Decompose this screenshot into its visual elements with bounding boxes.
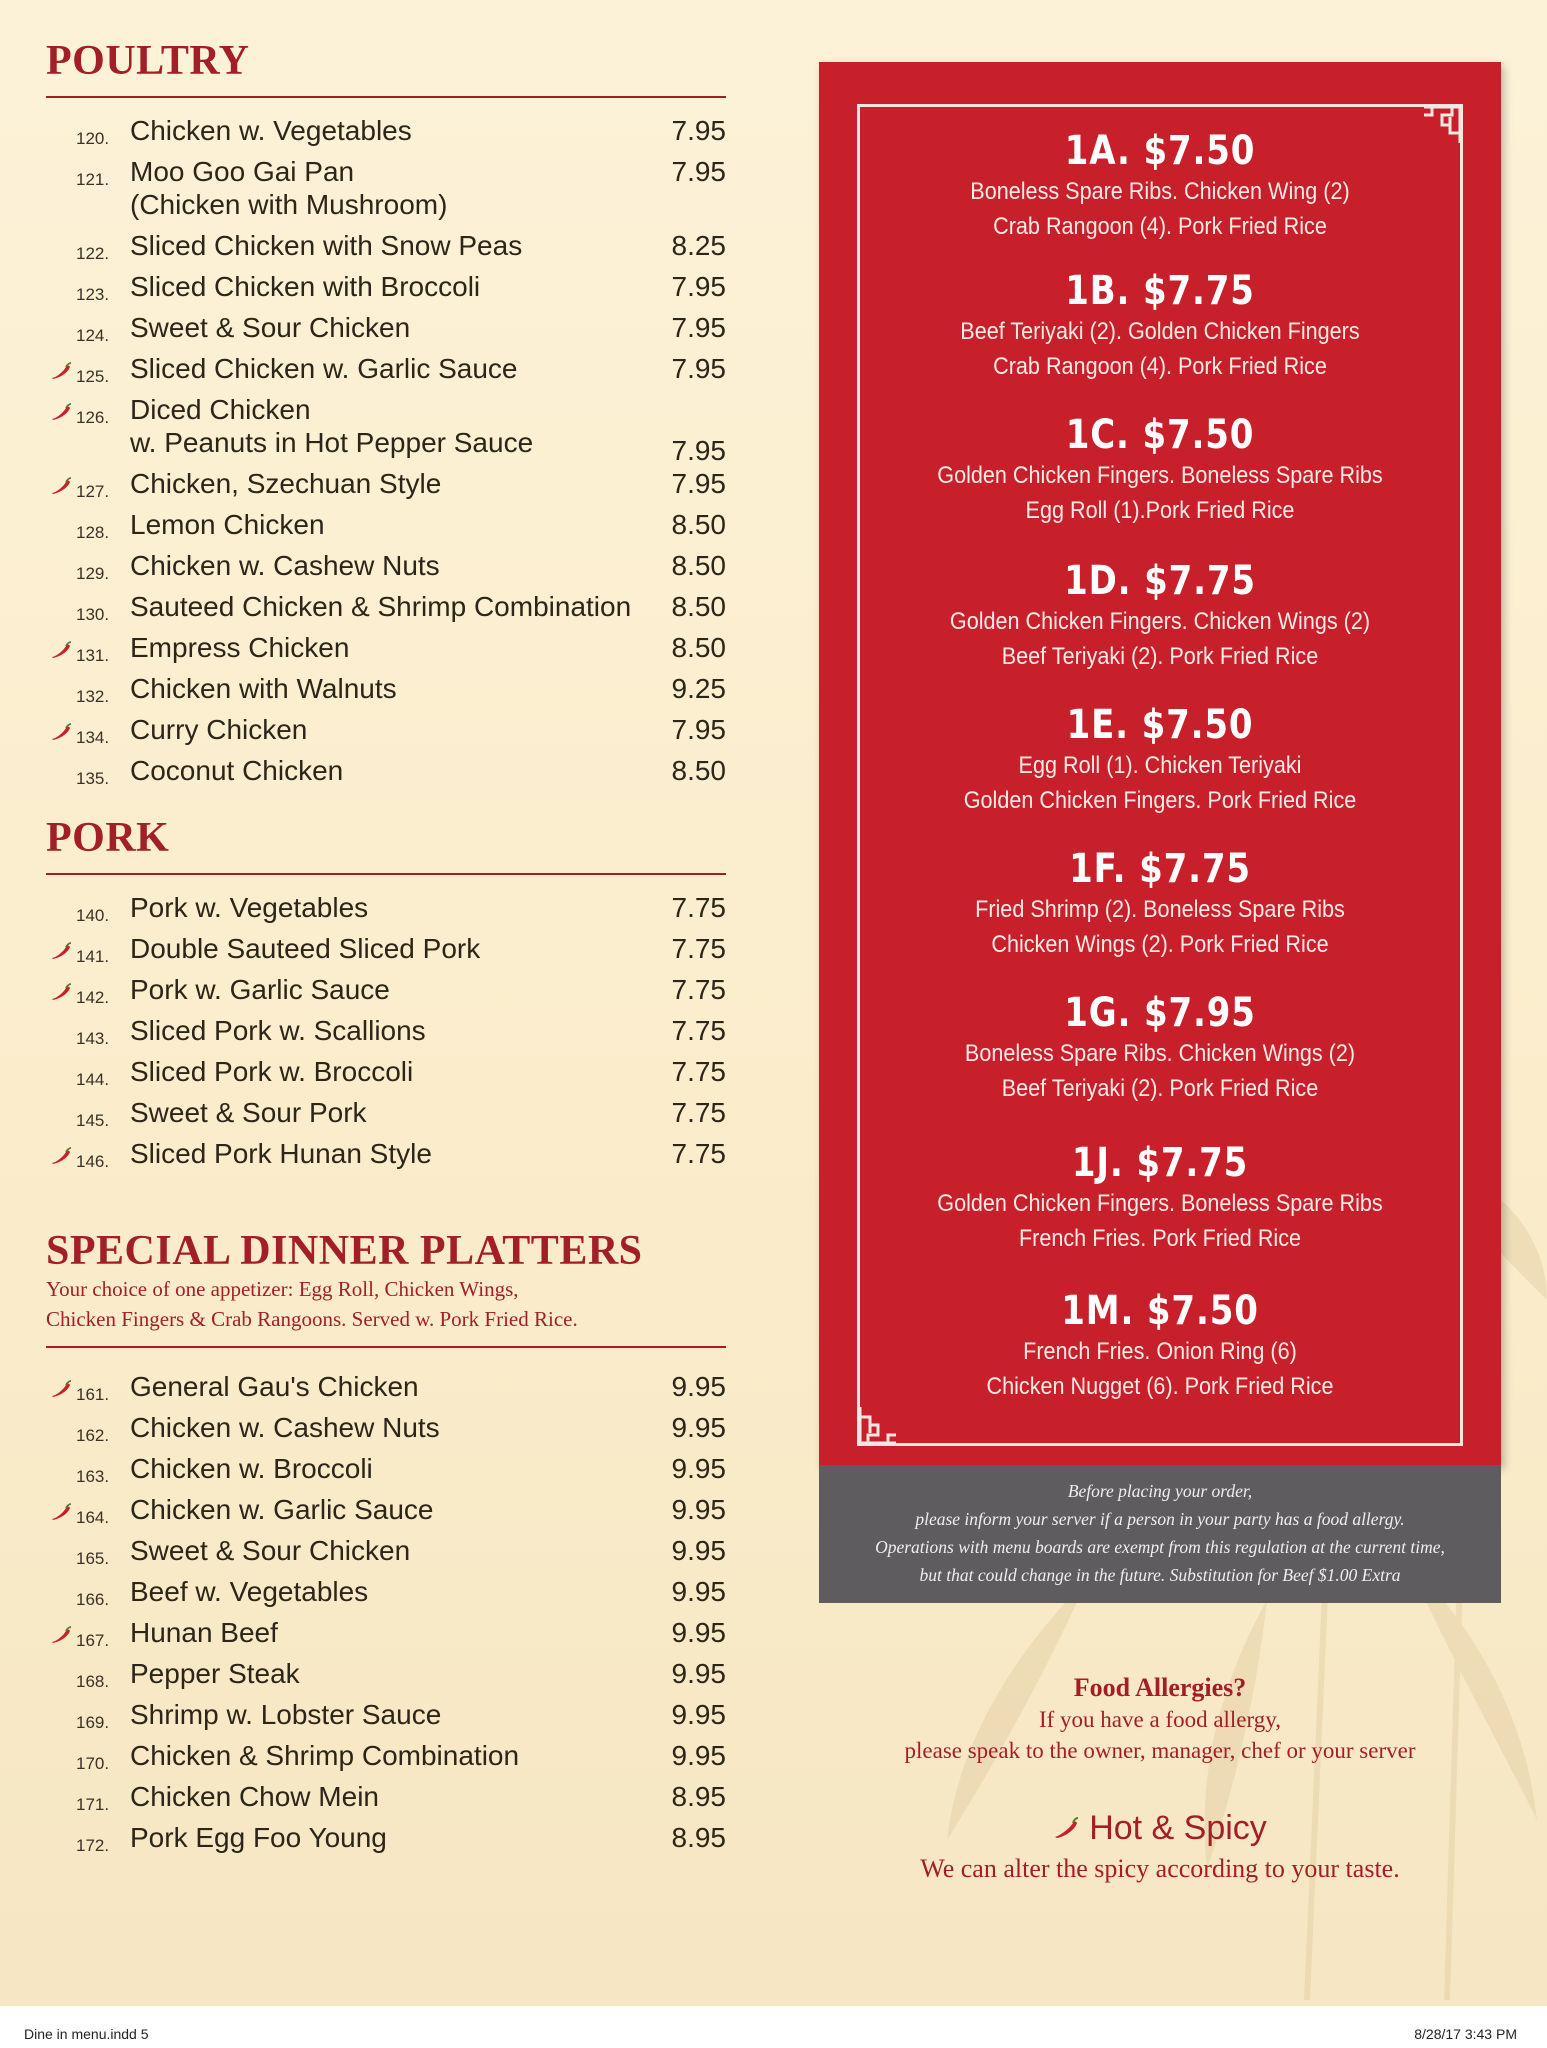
item-name — [130, 1739, 656, 1772]
item-name-line: Hunan Beef — [130, 1617, 278, 1648]
menu-item — [46, 891, 726, 932]
chili-pepper-icon — [50, 723, 72, 741]
menu-item — [46, 631, 726, 672]
menu-item — [46, 1698, 726, 1739]
item-name — [130, 467, 656, 500]
item-name-line: w. Peanuts in Hot Pepper Sauce — [130, 427, 534, 458]
chili-pepper-icon — [50, 403, 72, 421]
item-name — [130, 672, 656, 705]
hot-spicy-block — [819, 1808, 1501, 1888]
item-name — [130, 1370, 656, 1403]
item-price: 7.95 — [671, 156, 726, 187]
section-divider — [46, 873, 726, 875]
combo-line: French Fries. Pork Fried Rice — [1018, 1225, 1302, 1252]
item-name — [130, 549, 656, 582]
item-name — [130, 891, 656, 924]
item-name — [130, 352, 656, 385]
item-name — [130, 973, 656, 1006]
item-name-line: Chicken Chow Mein — [130, 1781, 379, 1812]
item-price: 7.75 — [671, 1056, 726, 1087]
combo-line: Golden Chicken Fingers. Boneless Spare Ribs — [937, 1190, 1383, 1217]
menu-item — [46, 590, 726, 631]
item-name — [130, 155, 656, 221]
fret-corner-icon — [856, 1403, 900, 1447]
item-price: 8.50 — [671, 591, 726, 622]
item-name-line: Chicken w. Vegetables — [130, 115, 412, 146]
combo-line: Fried Shrimp (2). Boneless Spare Ribs — [975, 896, 1345, 923]
item-name-line: Sliced Pork w. Broccoli — [130, 1056, 414, 1087]
menu-item — [46, 393, 726, 467]
combo-line: Beef Teriyaki (2). Golden Chicken Fingers — [960, 318, 1360, 345]
item-name-line: Chicken & Shrimp Combination — [130, 1740, 520, 1771]
combo-line: Chicken Wings (2). Pork Fried Rice — [991, 931, 1329, 958]
chili-pepper-icon — [50, 1626, 72, 1644]
item-price: 8.50 — [671, 509, 726, 540]
combo-line: Boneless Spare Ribs. Chicken Wing (2) — [970, 178, 1350, 205]
combo-line: Beef Teriyaki (2). Pork Fried Rice — [1001, 643, 1319, 670]
item-name — [130, 932, 656, 965]
combo-title: 1F. $7.75 — [1069, 846, 1251, 892]
section-title-pork: PORK — [46, 815, 170, 861]
item-number: 121. — [76, 170, 110, 189]
item-name-line: Beef w. Vegetables — [130, 1576, 369, 1607]
item-name — [130, 508, 656, 541]
item-name — [130, 590, 656, 623]
combo-line: Beef Teriyaki (2). Pork Fried Rice — [1001, 1075, 1319, 1102]
item-price: 7.95 — [671, 271, 726, 302]
item-number: 145. — [76, 1111, 110, 1130]
item-name — [130, 1055, 656, 1088]
combo-item — [819, 702, 1501, 818]
item-price: 7.75 — [671, 1097, 726, 1128]
item-price: 8.50 — [671, 632, 726, 663]
chili-pepper-icon — [50, 1147, 72, 1165]
food-allergies-title: Food Allergies? — [1073, 1673, 1247, 1702]
menu-item — [46, 1575, 726, 1616]
menu-item — [46, 155, 726, 229]
poultry-section — [46, 40, 726, 795]
item-number: 165. — [76, 1549, 110, 1568]
combo-title: 1D. $7.75 — [1064, 558, 1256, 604]
notice-line: but that could change in the future. Substitution for Beef $1.00 Extra — [919, 1565, 1401, 1585]
combo-title: 1G. $7.95 — [1064, 990, 1256, 1036]
item-name-line: Sliced Pork Hunan Style — [130, 1138, 432, 1169]
platters-note-line: Chicken Fingers & Crab Rangoons. Served w. Pork Fried Rice. — [46, 1307, 578, 1331]
item-number: 163. — [76, 1467, 110, 1486]
menu-item — [46, 1452, 726, 1493]
chili-pepper-icon — [50, 1503, 72, 1521]
item-number: 120. — [76, 129, 110, 148]
combo-item — [819, 1288, 1501, 1404]
item-name — [130, 311, 656, 344]
combo-line: Golden Chicken Fingers. Chicken Wings (2) — [949, 608, 1371, 635]
combo-item — [819, 990, 1501, 1106]
item-number: 169. — [76, 1713, 110, 1732]
menu-item — [46, 1657, 726, 1698]
item-name — [130, 393, 656, 459]
item-number: 122. — [76, 244, 110, 263]
item-name-line: Shrimp w. Lobster Sauce — [130, 1699, 442, 1730]
hot-spicy-label: Hot & Spicy — [1089, 1809, 1267, 1847]
item-number: 143. — [76, 1029, 110, 1048]
item-name-line: Sliced Chicken with Broccoli — [130, 271, 481, 302]
item-name — [130, 1616, 656, 1649]
menu-item — [46, 1821, 726, 1862]
item-name-line: Pork w. Garlic Sauce — [130, 974, 390, 1005]
item-number: 168. — [76, 1672, 110, 1691]
item-price: 7.95 — [671, 468, 726, 499]
item-number: 129. — [76, 564, 110, 583]
menu-item — [46, 270, 726, 311]
notice-line: please inform your server if a person in your party has a food allergy. — [915, 1509, 1405, 1529]
item-name-line: Double Sauteed Sliced Pork — [130, 933, 481, 964]
chili-pepper-icon — [50, 983, 72, 1001]
menu-item — [46, 1370, 726, 1411]
item-price: 8.25 — [671, 230, 726, 261]
chili-pepper-icon — [50, 1380, 72, 1398]
combo-item — [819, 412, 1501, 528]
menu-item — [46, 713, 726, 754]
pork-list — [46, 891, 726, 1178]
item-name — [130, 1657, 656, 1690]
combo-item — [819, 128, 1501, 244]
combo-title: 1M. $7.50 — [1061, 1288, 1259, 1334]
combo-title: 1A. $7.50 — [1064, 128, 1256, 174]
item-name-line: Chicken w. Cashew Nuts — [130, 550, 440, 581]
item-name — [130, 1493, 656, 1526]
item-number: 127. — [76, 482, 110, 501]
section-divider — [46, 96, 726, 98]
item-name-line: Sliced Chicken with Snow Peas — [130, 230, 523, 261]
notice-line: Operations with menu boards are exempt from this regulation at the current time, — [875, 1537, 1445, 1557]
combo-title: 1B. $7.75 — [1065, 268, 1255, 314]
item-name — [130, 631, 656, 664]
food-allergies-line: If you have a food allergy, — [1038, 1707, 1282, 1732]
combo-item — [819, 1140, 1501, 1256]
item-name-line: Sliced Chicken w. Garlic Sauce — [130, 353, 518, 384]
item-price: 7.95 — [671, 435, 726, 466]
menu-item — [46, 1137, 726, 1178]
item-price: 7.75 — [671, 1015, 726, 1046]
item-price: 9.95 — [671, 1453, 726, 1484]
footer-timestamp: 8/28/17 3:43 PM — [1414, 2026, 1517, 2042]
combo-item — [819, 846, 1501, 962]
item-number: 140. — [76, 906, 110, 925]
item-name-line: Chicken with Walnuts — [130, 673, 397, 704]
item-price: 9.95 — [671, 1494, 726, 1525]
item-number: 162. — [76, 1426, 110, 1445]
menu-item — [46, 1493, 726, 1534]
item-name — [130, 1137, 656, 1170]
pork-section — [46, 817, 726, 1178]
chili-pepper-icon — [50, 362, 72, 380]
chili-pepper-icon — [50, 942, 72, 960]
chili-pepper-icon — [1053, 1817, 1079, 1839]
hot-spicy-note: We can alter the spicy according to your taste. — [920, 1854, 1400, 1883]
item-name — [130, 270, 656, 303]
item-number: 166. — [76, 1590, 110, 1609]
item-price: 9.25 — [671, 673, 726, 704]
item-price: 7.75 — [671, 933, 726, 964]
left-column — [46, 40, 726, 1862]
item-name — [130, 114, 656, 147]
platters-note — [46, 1274, 726, 1334]
menu-item — [46, 932, 726, 973]
item-number: 167. — [76, 1631, 110, 1650]
item-number: 146. — [76, 1152, 110, 1171]
item-price: 9.95 — [671, 1371, 726, 1402]
combo-title: 1E. $7.50 — [1066, 702, 1254, 748]
item-name — [130, 1452, 656, 1485]
combo-line: Chicken Nugget (6). Pork Fried Rice — [986, 1373, 1334, 1400]
item-name — [130, 1575, 656, 1608]
item-name — [130, 1780, 656, 1813]
combo-item — [819, 268, 1501, 384]
item-price: 7.75 — [671, 1138, 726, 1169]
item-name-line: Chicken w. Garlic Sauce — [130, 1494, 434, 1525]
item-name-line: Sweet & Sour Chicken — [130, 1535, 411, 1566]
item-name-line: Moo Goo Gai Pan — [130, 156, 355, 187]
item-name-line: Sweet & Sour Chicken — [130, 312, 411, 343]
notice-line: Before placing your order, — [1067, 1481, 1253, 1501]
item-number: 142. — [76, 988, 110, 1007]
menu-item — [46, 973, 726, 1014]
item-price: 9.95 — [671, 1740, 726, 1771]
menu-item — [46, 1055, 726, 1096]
section-title-poultry: POULTRY — [46, 38, 250, 84]
platters-list — [46, 1370, 726, 1862]
poultry-list — [46, 114, 726, 795]
menu-item — [46, 1411, 726, 1452]
item-number: 130. — [76, 605, 110, 624]
item-name-line: Curry Chicken — [130, 714, 308, 745]
combo-title: 1J. $7.75 — [1071, 1140, 1249, 1186]
item-price: 8.50 — [671, 550, 726, 581]
platters-section — [46, 1230, 726, 1862]
combo-item — [819, 558, 1501, 674]
item-price: 7.75 — [671, 892, 726, 923]
item-name — [130, 1698, 656, 1731]
item-name-line: Pork w. Vegetables — [130, 892, 369, 923]
item-price: 9.95 — [671, 1576, 726, 1607]
menu-item — [46, 1534, 726, 1575]
item-price: 9.95 — [671, 1617, 726, 1648]
item-name-line: Diced Chicken — [130, 394, 311, 425]
combo-line: Golden Chicken Fingers. Boneless Spare Ribs — [937, 462, 1383, 489]
item-price: 7.95 — [671, 714, 726, 745]
item-name-line: (Chicken with Mushroom) — [130, 189, 448, 220]
menu-item — [46, 672, 726, 713]
item-number: 134. — [76, 728, 110, 747]
combo-title: 1C. $7.50 — [1065, 412, 1255, 458]
item-name — [130, 1411, 656, 1444]
menu-item — [46, 549, 726, 590]
item-name — [130, 1096, 656, 1129]
item-price: 8.95 — [671, 1822, 726, 1853]
item-name — [130, 754, 656, 787]
chili-pepper-icon — [50, 477, 72, 495]
item-number: 126. — [76, 408, 110, 427]
menu-item — [46, 508, 726, 549]
item-price: 8.50 — [671, 755, 726, 786]
footer-filename: Dine in menu.indd 5 — [24, 2026, 149, 2042]
combo-line: Boneless Spare Ribs. Chicken Wings (2) — [964, 1040, 1356, 1067]
menu-item — [46, 1096, 726, 1137]
menu-item — [46, 467, 726, 508]
section-title-platters: SPECIAL DINNER PLATTERS — [46, 1228, 643, 1274]
item-name-line: Sweet & Sour Pork — [130, 1097, 367, 1128]
combo-line: French Fries. Onion Ring (6) — [1023, 1338, 1297, 1365]
item-price: 9.95 — [671, 1699, 726, 1730]
item-name-line: Coconut Chicken — [130, 755, 344, 786]
item-name-line: General Gau's Chicken — [130, 1371, 419, 1402]
item-number: 170. — [76, 1754, 110, 1773]
item-number: 161. — [76, 1385, 110, 1404]
item-price: 7.95 — [671, 115, 726, 146]
menu-item — [46, 352, 726, 393]
item-number: 132. — [76, 687, 110, 706]
item-name-line: Sauteed Chicken & Shrimp Combination — [130, 591, 632, 622]
item-price: 9.95 — [671, 1535, 726, 1566]
combo-line: Crab Rangoon (4). Pork Fried Rice — [993, 353, 1327, 380]
item-price: 7.95 — [671, 353, 726, 384]
item-name — [130, 1534, 656, 1567]
print-footer — [0, 2006, 1547, 2048]
section-divider — [46, 1346, 726, 1348]
item-number: 164. — [76, 1508, 110, 1527]
item-name-line: Chicken w. Cashew Nuts — [130, 1412, 440, 1443]
item-number: 124. — [76, 326, 110, 345]
item-name-line: Empress Chicken — [130, 632, 350, 663]
item-name — [130, 713, 656, 746]
menu-item — [46, 311, 726, 352]
item-number: 171. — [76, 1795, 110, 1814]
menu-item — [46, 754, 726, 795]
menu-item — [46, 1616, 726, 1657]
item-name-line: Chicken w. Broccoli — [130, 1453, 373, 1484]
item-name-line: Pork Egg Foo Young — [130, 1822, 387, 1853]
menu-item — [46, 1014, 726, 1055]
item-name-line: Pepper Steak — [130, 1658, 300, 1689]
item-name-line: Chicken, Szechuan Style — [130, 468, 442, 499]
food-allergies-line: please speak to the owner, manager, chef or your server — [904, 1738, 1416, 1763]
combo-line: Egg Roll (1).Pork Fried Rice — [1025, 497, 1295, 524]
item-price: 8.95 — [671, 1781, 726, 1812]
item-price: 9.95 — [671, 1412, 726, 1443]
menu-item — [46, 1780, 726, 1821]
item-number: 131. — [76, 646, 110, 665]
item-price: 7.95 — [671, 312, 726, 343]
item-number: 125. — [76, 367, 110, 386]
allergy-notice-box — [819, 1465, 1501, 1603]
item-number: 144. — [76, 1070, 110, 1089]
item-number: 123. — [76, 285, 110, 304]
food-allergies-block — [819, 1672, 1501, 1766]
item-number: 135. — [76, 769, 110, 788]
menu-item — [46, 229, 726, 270]
chili-pepper-icon — [50, 641, 72, 659]
item-number: 141. — [76, 947, 110, 966]
hot-spicy-title — [1053, 1808, 1267, 1848]
item-name-line: Sliced Pork w. Scallions — [130, 1015, 426, 1046]
item-price: 7.75 — [671, 974, 726, 1005]
item-number: 128. — [76, 523, 110, 542]
platters-note-line: Your choice of one appetizer: Egg Roll, Chicken Wings, — [46, 1277, 519, 1301]
item-name-line: Lemon Chicken — [130, 509, 325, 540]
menu-item — [46, 1739, 726, 1780]
item-name — [130, 1014, 656, 1047]
item-name — [130, 229, 656, 262]
menu-item — [46, 114, 726, 155]
combo-panel — [819, 62, 1501, 1465]
combo-line: Egg Roll (1). Chicken Teriyaki — [1018, 752, 1302, 779]
combo-line: Crab Rangoon (4). Pork Fried Rice — [993, 213, 1327, 240]
item-number: 172. — [76, 1836, 110, 1855]
combo-line: Golden Chicken Fingers. Pork Fried Rice — [963, 787, 1357, 814]
item-name — [130, 1821, 656, 1854]
item-price: 9.95 — [671, 1658, 726, 1689]
